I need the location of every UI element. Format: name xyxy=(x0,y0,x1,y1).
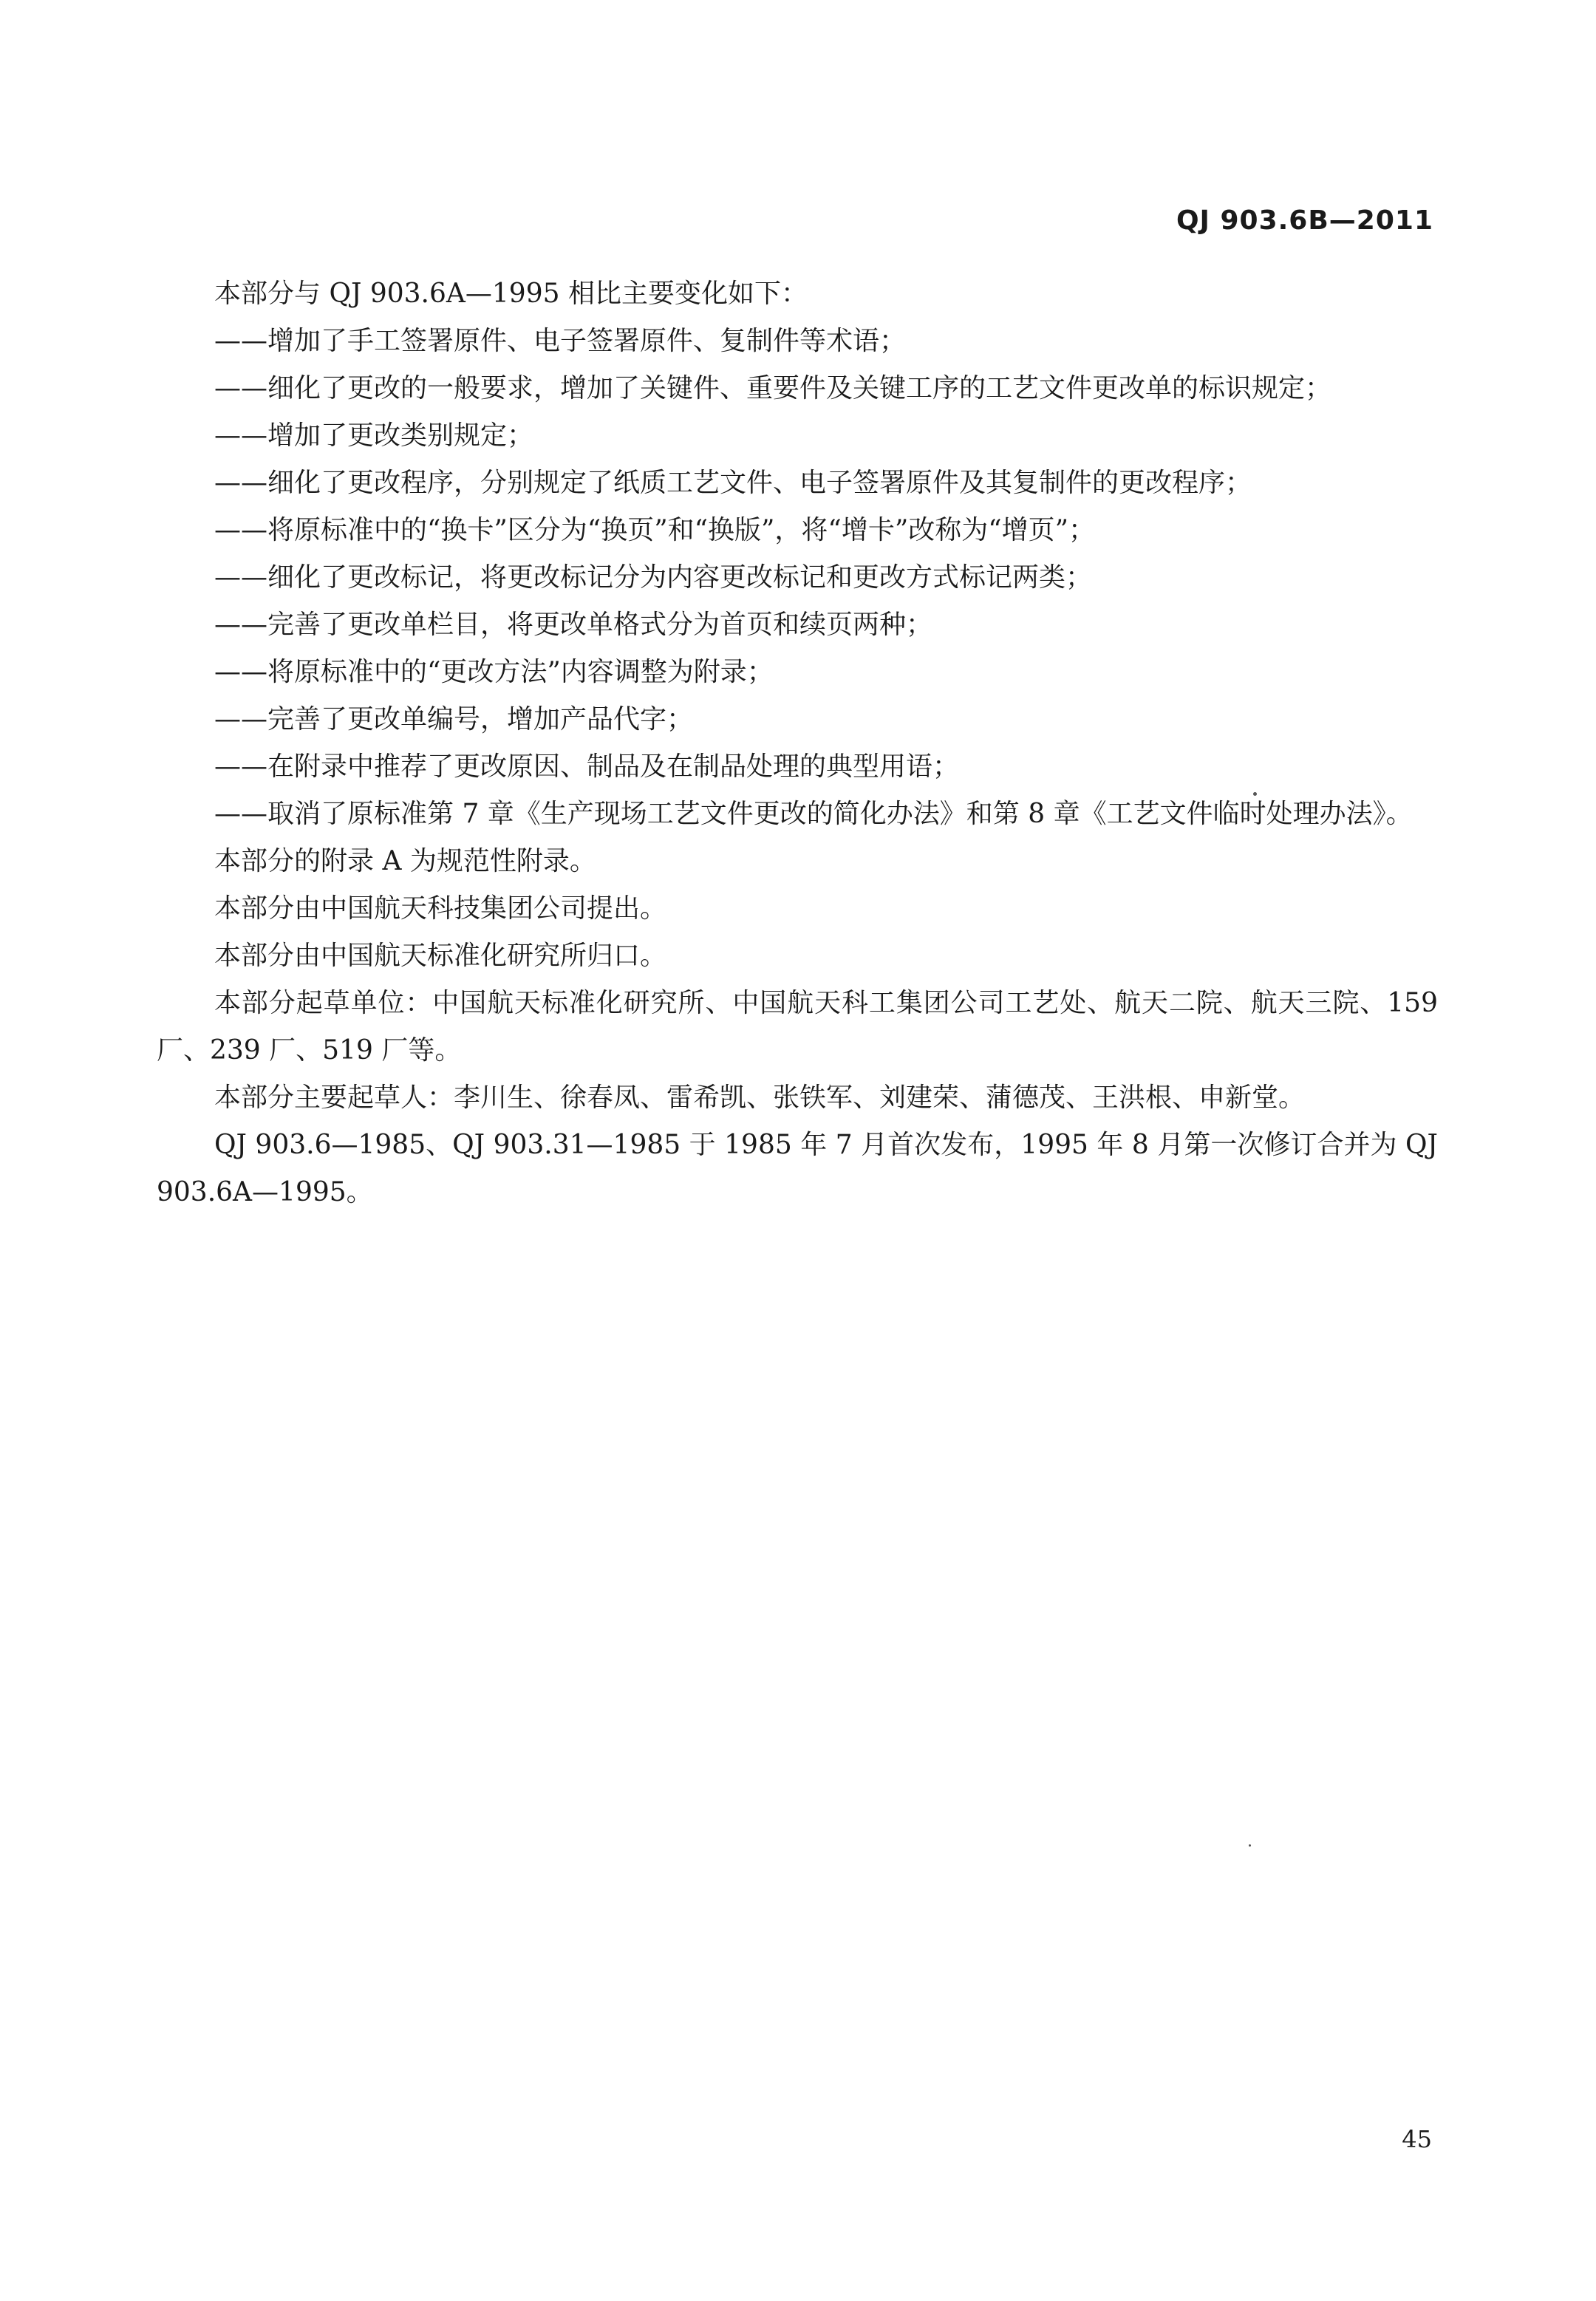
change-item-form-columns: ——完善了更改单栏目，将更改单格式分为首页和续页两种； xyxy=(214,610,933,640)
change-item-removed-chapters: ——取消了原标准第 7 章《生产现场工艺文件更改的简化办法》和第 8 章《工艺文件临时处理办法》。 xyxy=(214,799,1413,829)
paragraph-managed-by: 本部分由中国航天标准化研究所归口。 xyxy=(214,941,667,971)
change-item-appendix: ——将原标准中的“更改方法”内容调整为附录； xyxy=(214,657,774,687)
paragraph-appendix-note: 本部分的附录 A 为规范性附录。 xyxy=(214,846,596,876)
change-item-categories: ——增加了更改类别规定； xyxy=(214,420,534,451)
change-item-typical-phrases: ——在附录中推荐了更改原因、制品及在制品处理的典型用语； xyxy=(214,751,960,782)
foreword-body xyxy=(157,270,1438,1216)
standard-code: QJ 903.6B—2011 xyxy=(1176,205,1433,236)
paragraph-drafters: 本部分主要起草人：李川生、徐春凤、雷希凯、张铁军、刘建荣、蒲德茂、王洪根、申新堂。 xyxy=(214,1083,1306,1113)
change-item-page-version: ——将原标准中的“换卡”区分为“换页”和“换版”，将“增卡”改称为“增页”； xyxy=(214,515,1096,545)
change-item-terms: ——增加了手工签署原件、电子签署原件、复制件等术语； xyxy=(214,326,907,356)
paragraph-history: QJ 903.6—1985、QJ 903.31—1985 于 1985 年 7 月首次发布，1995 年 8 月第一次修订合并为 QJ 903.6A—1995。 xyxy=(157,1130,1438,1207)
paragraph-proposed-by: 本部分由中国航天科技集团公司提出。 xyxy=(214,893,667,924)
paragraph-intro: 本部分与 QJ 903.6A—1995 相比主要变化如下： xyxy=(214,279,808,309)
paragraph-drafting-units: 本部分起草单位：中国航天标准化研究所、中国航天科工集团公司工艺处、航天二院、航天三院、159 厂、239 厂、519 厂等。 xyxy=(157,988,1438,1066)
change-item-marks: ——细化了更改标记，将更改标记分为内容更改标记和更改方式标记两类； xyxy=(214,562,1093,593)
change-item-general-requirements: ——细化了更改的一般要求，增加了关键件、重要件及关键工序的工艺文件更改单的标识规定； xyxy=(214,373,1332,403)
scan-speck xyxy=(1253,792,1257,796)
scan-speck xyxy=(1249,1844,1251,1847)
page-number: 45 xyxy=(1402,2125,1432,2153)
change-item-numbering: ——完善了更改单编号，增加产品代字； xyxy=(214,704,694,734)
change-item-procedures: ——细化了更改程序，分别规定了纸质工艺文件、电子签署原件及其复制件的更改程序； xyxy=(214,468,1252,498)
